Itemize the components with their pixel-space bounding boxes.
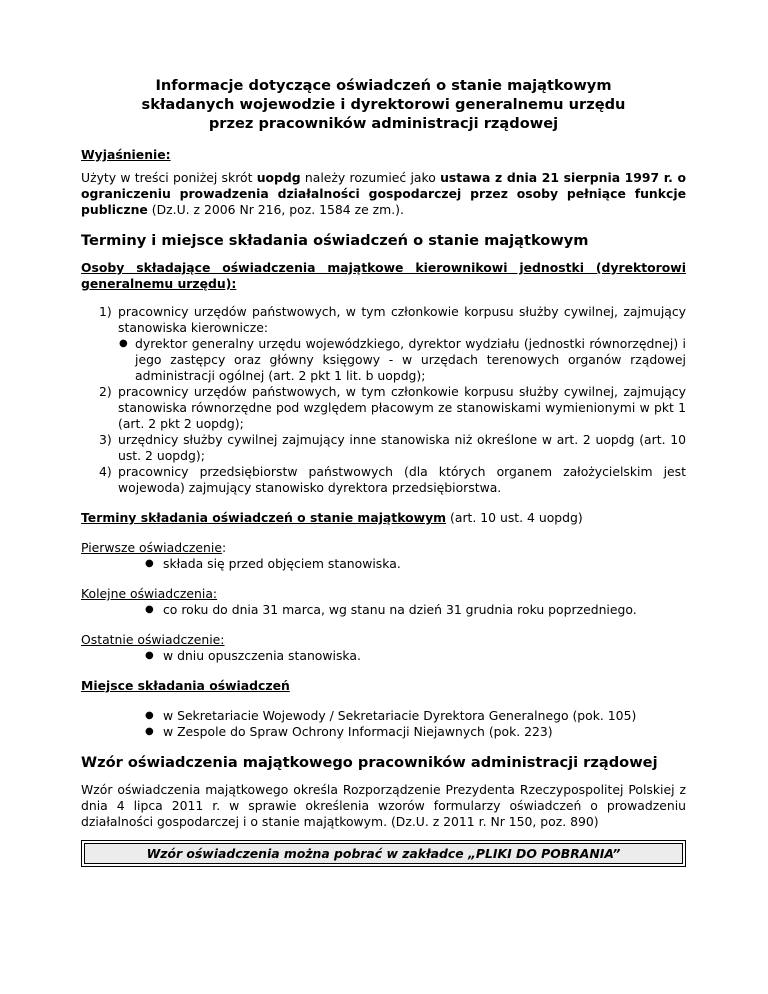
list-item <box>81 648 686 664</box>
download-info-box: Wzór oświadczenia można pobrać w zakładce „PLIKI DO POBRANIA” <box>84 843 683 864</box>
label-text: Pierwsze oświadczenie <box>81 540 222 555</box>
act-title: ustawa z dnia 21 sierpnia 1997 r. o ograniczeniu prowadzenia działalności gospodarczej przez osoby pełniące funkcje publiczne <box>81 170 686 217</box>
next-statement-list <box>81 602 686 618</box>
list-item-text: w dniu opuszczenia stanowiska. <box>163 648 361 663</box>
deadlines-heading: Terminy składania oświadczeń o stanie majątkowym <box>81 510 447 525</box>
first-statement-block <box>81 540 686 572</box>
explanation-paragraph <box>81 170 686 218</box>
bullet-icon: ● <box>145 604 154 615</box>
list-item <box>81 304 686 384</box>
label-colon: : <box>221 540 227 555</box>
last-statement-block <box>81 632 686 664</box>
list-item-text: pracownicy przedsiębiorstw państwowych (dla których organem założycielskim jest wojewoda) zajmujący stanowisko dyrektora przedsiębiorstwa. <box>118 464 686 495</box>
list-item <box>118 336 686 384</box>
last-statement-label: Ostatnie oświadczenie: <box>81 632 225 647</box>
list-item <box>81 724 686 740</box>
list-number: 1) <box>99 304 112 319</box>
list-item-text: pracownicy urzędów państwowych, w tym członkowie korpusu służby cywilnej, zajmujący stanowiska kierownicze: <box>118 304 686 335</box>
next-statement-label: Kolejne oświadczenia: <box>81 586 218 601</box>
title-line: składanych wojewodzie i dyrektorowi generalnemu urzędu <box>141 96 626 113</box>
list-number: 4) <box>99 464 112 479</box>
list-item-text: dyrektor generalny urzędu wojewódzkiego, dyrektor wydziału (jednostki równorzędnej) i jego zastępcy oraz główny księgowy - w urzędach terenowych organów rządowej administracji ogólnej (art. 2 pkt 1 lit. b uopdg); <box>135 336 686 383</box>
first-statement-list <box>81 556 686 572</box>
bullet-icon: ● <box>145 650 154 661</box>
sub-list <box>118 336 686 384</box>
place-list <box>81 708 686 740</box>
place-heading: Miejsce składania oświadczeń <box>81 678 290 693</box>
template-paragraph: Wzór oświadczenia majątkowego określa Rozporządzenie Prezydenta Rzeczypospolitej Polskiej z dnia 4 lipca 2011 r. w sprawie określenia wzorów formularzy oświadczeń o prowadzeniu działalności gospodarczej i o stanie majątkowym. (Dz.U. z 2011 r. Nr 150, poz. 890) <box>81 782 686 829</box>
list-item <box>81 464 686 496</box>
next-statement-block <box>81 586 686 618</box>
bullet-icon: ● <box>145 558 154 569</box>
list-item <box>81 556 686 572</box>
deadlines-heading-line <box>81 510 686 526</box>
deadlines-reference: (art. 10 ust. 4 uopdg) <box>446 510 583 525</box>
document-title <box>81 76 686 133</box>
list-item <box>81 432 686 464</box>
list-item-text: w Sekretariacie Wojewody / Sekretariacie Dyrektora Generalnego (pok. 105) <box>163 708 637 723</box>
bullet-icon: ● <box>145 710 154 721</box>
section-heading-template: Wzór oświadczenia majątkowego pracowników administracji rządowej <box>81 754 658 771</box>
explanation-heading: Wyjaśnienie: <box>81 147 171 162</box>
list-item-text: pracownicy urzędów państwowych, w tym członkowie korpusu służby cywilnej, zajmujący stanowiska równorzędne pod względem płacowym ze stanowiskami wymienionymi w pkt 1 (art. 2 pkt 2 uopdg); <box>118 384 686 431</box>
list-item-text: urzędnicy służby cywilnej zajmujący inne stanowiska niż określone w art. 2 uopdg (art. 10 ust. 2 uopdg); <box>118 432 686 463</box>
document-page <box>81 76 686 864</box>
list-number: 2) <box>99 384 112 399</box>
persons-subheading: Osoby składające oświadczenia majątkowe kierownikowi jednostki (dyrektorowi generalnemu urzędu): <box>81 260 686 291</box>
explanation-text: Użyty w treści poniżej skrót <box>81 170 257 185</box>
list-item-text: co roku do dnia 31 marca, wg stanu na dzień 31 grudnia roku poprzedniego. <box>163 602 637 617</box>
first-statement-label <box>81 540 686 556</box>
list-number: 3) <box>99 432 112 447</box>
list-item-text: składa się przed objęciem stanowiska. <box>163 556 401 571</box>
persons-list <box>81 304 686 496</box>
title-line: Informacje dotyczące oświadczeń o stanie majątkowym <box>155 77 612 94</box>
last-statement-list <box>81 648 686 664</box>
explanation-text: należy rozumieć jako <box>300 170 441 185</box>
bullet-icon: ● <box>145 726 154 737</box>
list-item <box>81 384 686 432</box>
list-item <box>81 602 686 618</box>
bullet-icon: ● <box>119 338 128 349</box>
list-item-text: w Zespole do Spraw Ochrony Informacji Niejawnych (pok. 223) <box>163 724 553 739</box>
abbreviation: uopdg <box>256 170 301 185</box>
explanation-text: (Dz.U. z 2006 Nr 216, poz. 1584 ze zm.). <box>147 202 404 217</box>
title-line: przez pracowników administracji rządowej <box>208 115 559 132</box>
list-item <box>81 708 686 724</box>
section-heading-deadlines-place: Terminy i miejsce składania oświadczeń o stanie majątkowym <box>81 232 589 249</box>
